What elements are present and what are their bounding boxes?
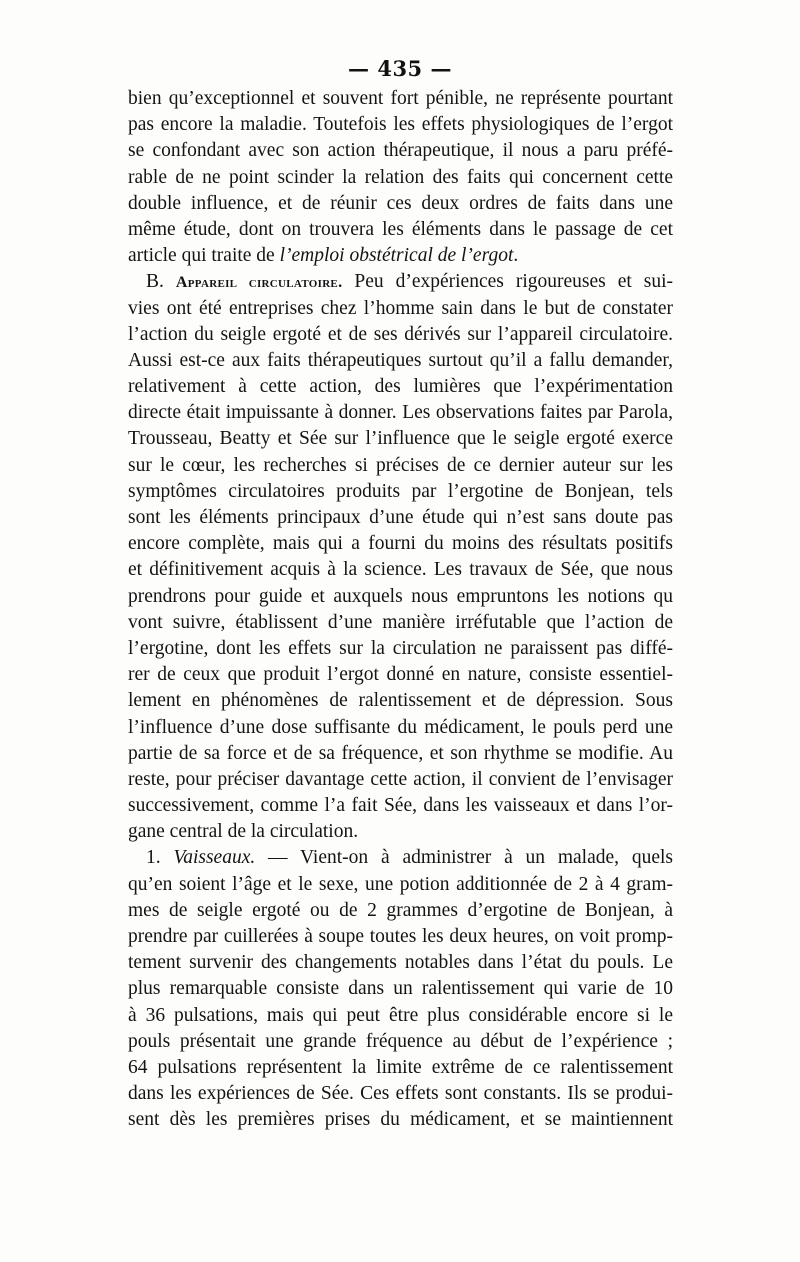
body-text [128,86,673,1134]
paragraph-1 [128,86,673,269]
text-line: directe était impuissante à donner. Les observations faites par Parola, [128,402,673,424]
paragraph-3 [128,845,673,1133]
section-heading: Appareil circulatoire. [175,274,343,292]
subsection-heading: Vaisseaux. [173,847,256,869]
text-line: symptômes circulatoires produits par l’ergotine de Bonjean, tels [128,480,673,502]
text-line: prendre par cuillerées à soupe toutes les deux heures, on voit promp- [128,926,673,947]
italic-reference: l’emploi obstétrical de l’ergot [279,245,514,267]
text-line: prendrons pour guide et auxquels nous empruntons les notions qu [128,585,673,607]
text-line: mes de seigle ergoté ou de 2 grammes d’ergotine de Bonjean, à [128,899,673,921]
text-line: sur le cœur, les recherches si précises de ce dernier auteur sur les [128,454,673,476]
text-line: sont les éléments principaux d’une étude qui n’est sans doute pas [128,507,673,528]
text-line [128,243,673,269]
text-line: tement survenir des changements notables dans l’état du pouls. Le [128,952,673,974]
text-line: l’ergotine, dont les effets sur la circulation ne paraissent pas diffé- [128,637,673,659]
section-marker: B. [146,271,164,293]
page-number: — 435 — [348,56,452,81]
text-line: à 36 pulsations, mais qui peut être plus considérable encore si le [128,1004,673,1026]
text-line: et définitivement acquis à la science. Les travaux de Sée, que nous [128,559,673,581]
text-line: sent dès les premières prises du médicament, et se maintiennent [128,1109,673,1131]
text-line: qu’en soient l’âge et le sexe, une potion additionnée de 2 à 4 gram- [128,873,673,895]
text-line: relativement à cette action, des lumières que l’expérimentation [128,376,673,398]
text-line: Aussi est-ce aux faits thérapeutiques surtout qu’il a fallu demander, [128,349,673,371]
subsection-number: 1. [146,847,161,869]
text-line: l’action du seigle ergoté et de ses dérivés sur l’appareil circulatoire. [128,323,673,345]
text-line: vies ont été entreprises chez l’homme sain dans le but de constater [128,297,673,319]
text-line: Trousseau, Beatty et Sée sur l’influence que le seigle ergoté exerce [128,428,673,450]
text-line: lement en phénomènes de ralentissement et de dépression. Sous [128,690,673,712]
text-fragment: Peu d’expériences rigoureuses et sui- [342,271,673,293]
text-line: pouls présentait une grande fréquence au début de l’expérience ; [128,1030,673,1052]
text-fragment: article qui traite de [128,245,280,267]
text-line: partie de sa force et de sa fréquence, et son rhythme se modifie. Au [128,742,673,764]
text-line: plus remarquable consiste dans un ralentissement qui varie de 10 [128,978,673,1000]
text-line: se confondant avec son action thérapeutique, il nous a paru préfé- [128,140,673,162]
text-line: vont suivre, établissent d’une manière irréfutable que l’action de [128,611,673,633]
text-line: dans les expériences de Sée. Ces effets sont constants. Ils se produi- [128,1083,673,1105]
text-line: successivement, comme l’a fait Sée, dans les vaisseaux et dans l’or- [128,795,673,817]
text-line: l’influence d’une dose suffisante du médicament, le pouls perd une [128,716,673,738]
text-line: pas encore la maladie. Toutefois les effets physiologiques de l’ergot [128,114,673,136]
text-line: 64 pulsations représentent la limite extrême de ce ralentissement [128,1056,673,1078]
text-line: reste, pour préciser davantage cette action, il convient de l’envisager [128,768,673,790]
text-line: même étude, dont on trouvera les éléments dans le passage de cet [128,218,673,240]
text-line: rer de ceux que produit l’ergot donné en nature, consiste essentiel- [128,664,673,686]
text-line: rable de ne point scinder la relation des faits qui concernent cette [128,166,673,188]
paragraph-2 [128,269,673,845]
text-line: double influence, et de réunir ces deux ordres de faits dans une [128,192,673,214]
text-line: gane central de la circulation. [128,821,359,843]
text-line: bien qu’exceptionnel et souvent fort pénible, ne représente pourtant [128,88,673,109]
text-fragment: . [513,245,519,267]
text-line [128,269,673,295]
text-line: encore complète, mais qui a fourni du moins des résultats positifs [128,533,673,555]
text-fragment: — Vient-on à administrer à un malade, quels [255,847,674,869]
text-line [128,845,673,871]
